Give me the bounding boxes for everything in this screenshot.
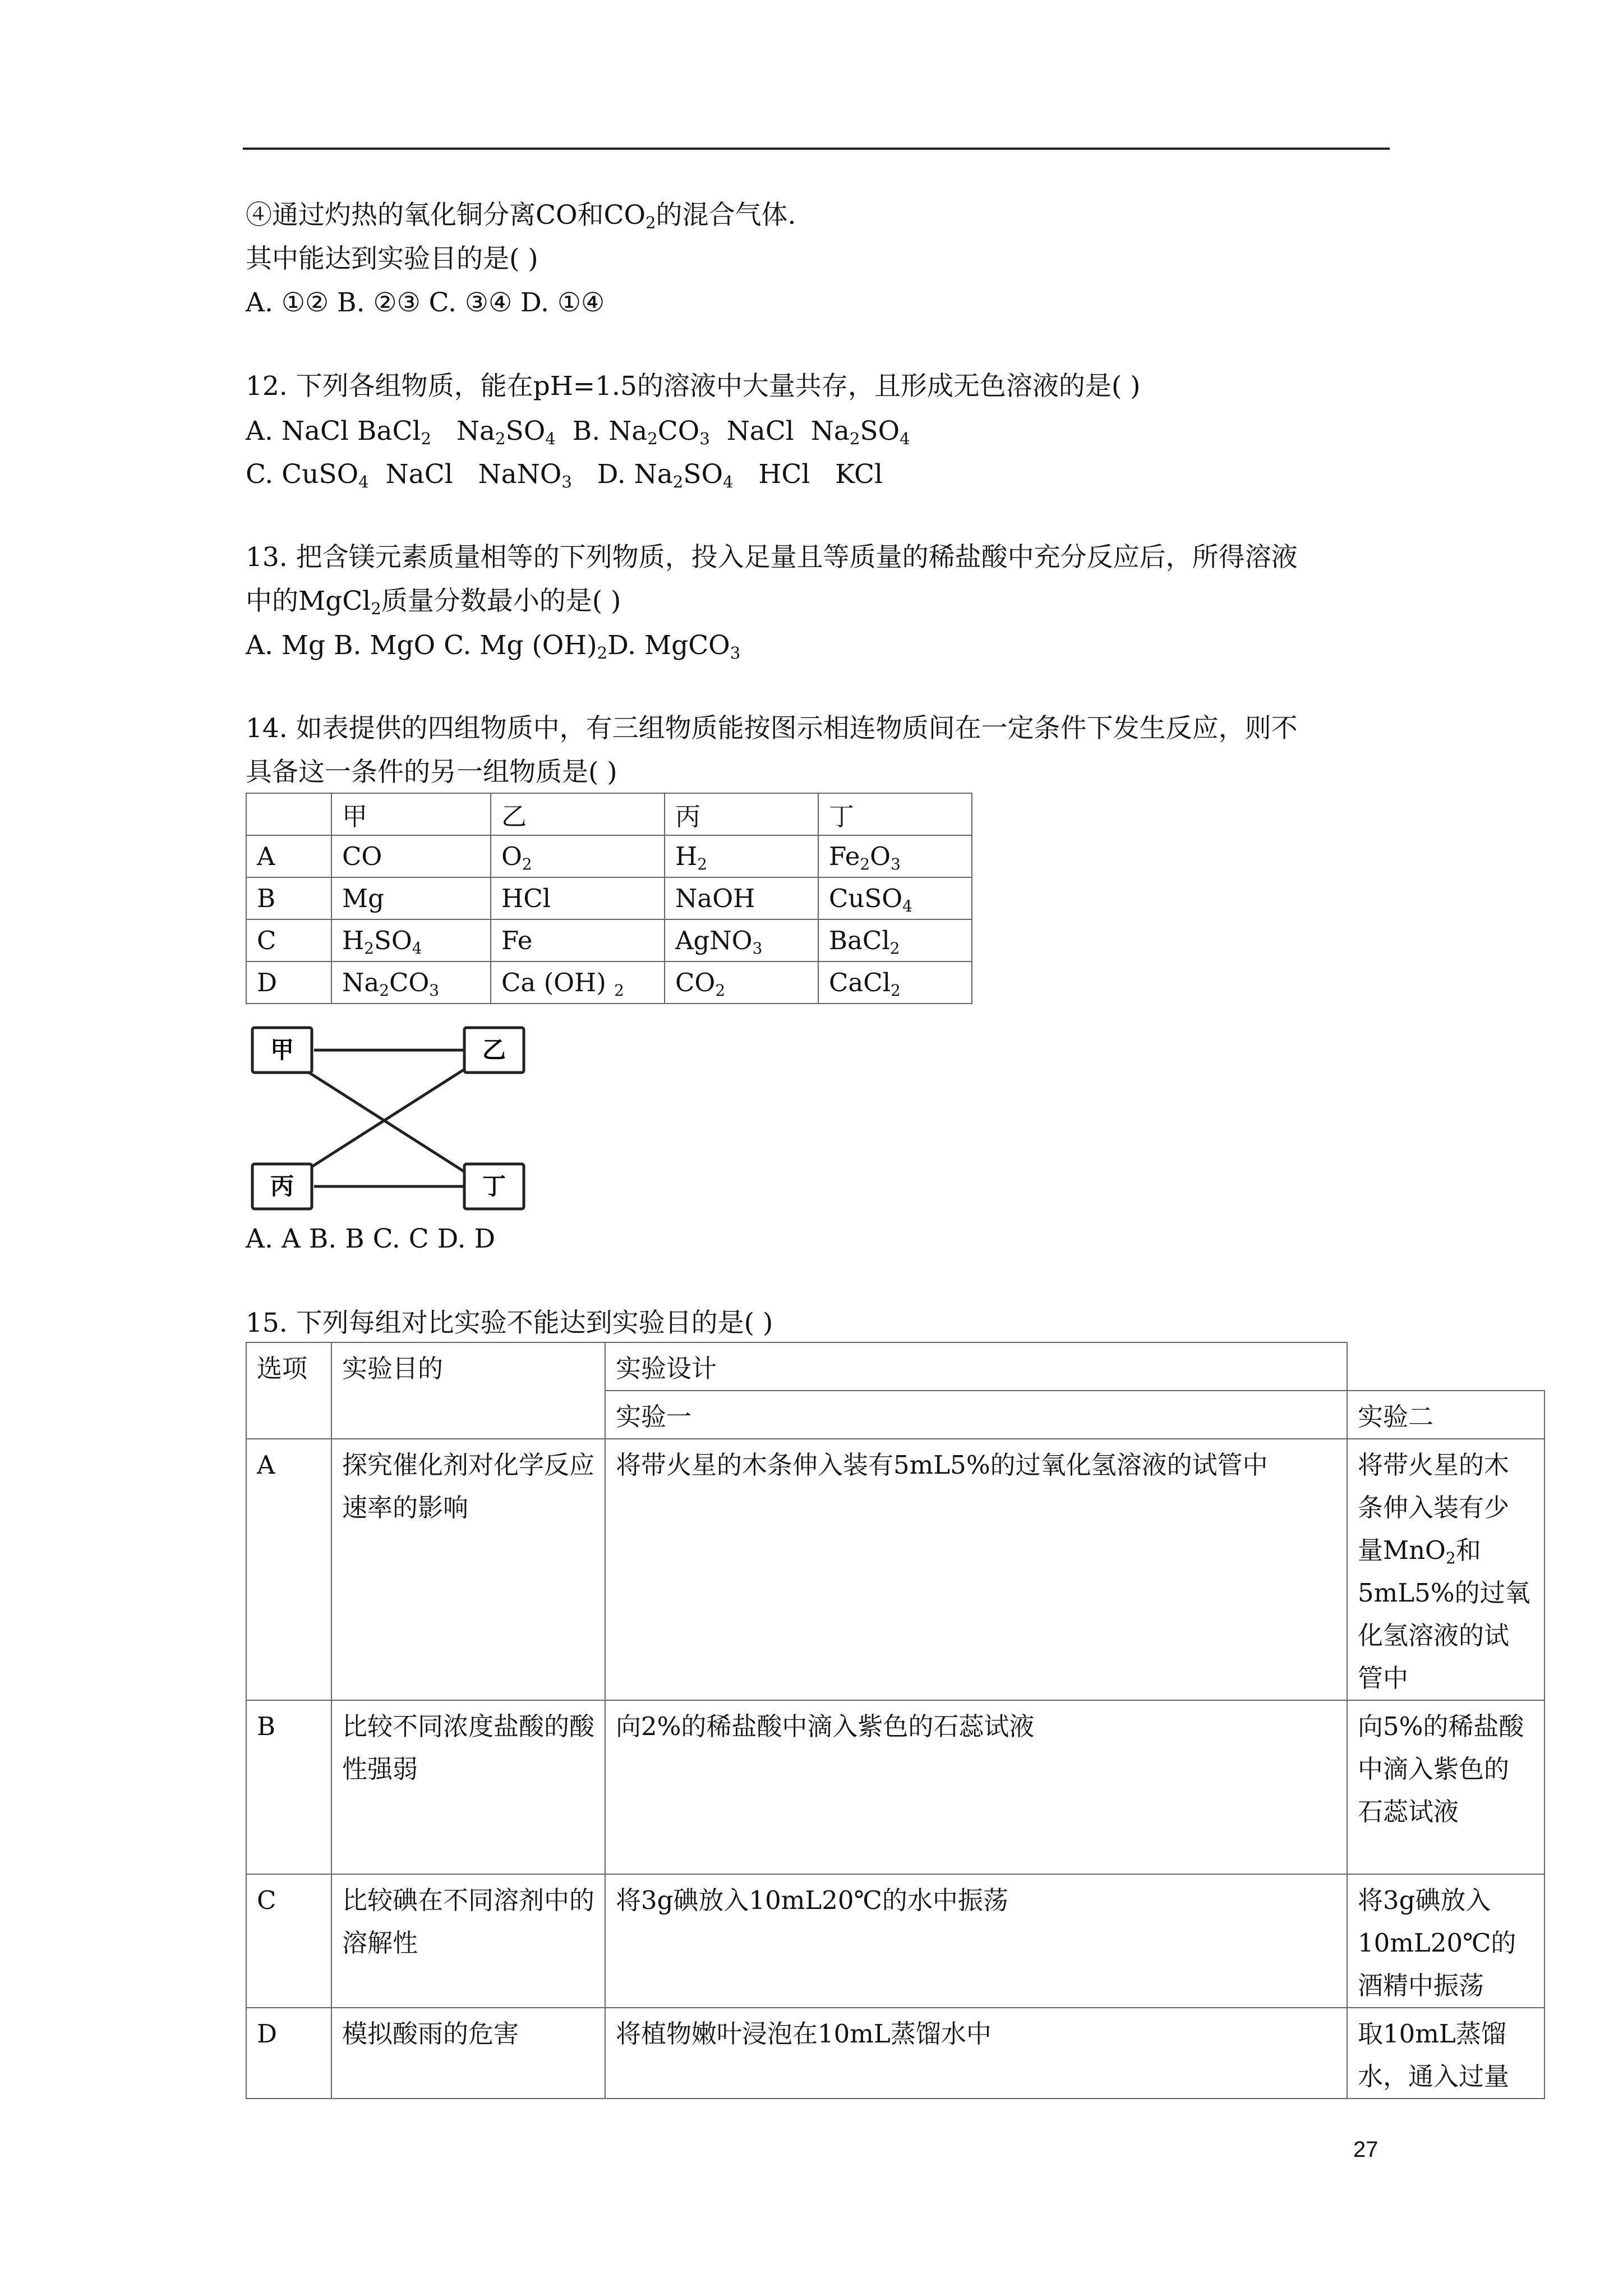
- cell-bing: $H_2$: [665, 835, 818, 877]
- table-row: [246, 2008, 1544, 2099]
- row-label: D: [246, 961, 331, 1004]
- table-row: [246, 877, 972, 919]
- q14-header-yi: 乙: [491, 793, 665, 835]
- cell-yi: Ca (OH) $_2$: [491, 961, 665, 1004]
- cell-jia: Mg: [331, 877, 491, 919]
- header-goal: 实验目的: [331, 1342, 605, 1439]
- row-exp1: 向2%的稀盐酸中滴入紫色的石蕊试液: [605, 1700, 1347, 1874]
- header-exp2: 实验二: [1347, 1391, 1544, 1439]
- cell-ding: CaCl$_2$: [818, 961, 972, 1004]
- cell-ding: $Fe_2O_3$: [818, 835, 972, 877]
- label-ding: 丁: [482, 1172, 506, 1200]
- row-label: D: [246, 2008, 331, 2099]
- row-exp1: 将带火星的木条伸入装有5mL5%的过氧化氢溶液的试管中: [605, 1439, 1347, 1700]
- q14-stem-line2: 具备这一条件的另一组物质是( ): [246, 757, 617, 788]
- cell-bing: NaOH: [665, 877, 818, 919]
- label-jia: 甲: [270, 1036, 294, 1064]
- q14-reaction-diagram: [241, 1021, 533, 1223]
- cell-jia: CO: [331, 835, 491, 877]
- row-label: C: [246, 919, 331, 961]
- q14-header-ding: 丁: [818, 793, 972, 835]
- row-exp2: 向5%的稀盐酸中滴入紫色的石蕊试液: [1347, 1700, 1544, 1874]
- header-exp1: 实验一: [605, 1391, 1347, 1439]
- cell-yi: HCl: [491, 877, 665, 919]
- row-goal: 探究催化剂对化学反应速率的影响: [331, 1439, 605, 1700]
- q14-table-header: [246, 793, 972, 835]
- table-row: [246, 1700, 1544, 1874]
- q15-table: [246, 1342, 1545, 2099]
- cell-yi: Fe: [491, 919, 665, 961]
- q14-header-cell: [246, 793, 331, 835]
- row-label: B: [246, 877, 331, 919]
- row-exp2: 取10mL蒸馏水，通入过量: [1347, 2008, 1544, 2099]
- header-rule: [243, 148, 1390, 150]
- page-number: 27: [1353, 2137, 1378, 2162]
- row-goal: 比较碘在不同溶剂中的溶解性: [331, 1874, 605, 2008]
- row-label: C: [246, 1874, 331, 2008]
- cell-bing: $CO_2$: [665, 961, 818, 1004]
- table-row: [246, 961, 972, 1004]
- cell-ding: BaCl$_2$: [818, 919, 972, 961]
- row-label: A: [246, 835, 331, 877]
- q11-prompt: 其中能达到实验目的是( ): [246, 243, 538, 274]
- cell-jia: $H_2SO_4$: [331, 919, 491, 961]
- row-label: A: [246, 1439, 331, 1700]
- row-exp2: 将带火星的木条伸入装有少量MnO$_2$和5mL5%的过氧化氢溶液的试管中: [1347, 1439, 1544, 1700]
- row-goal: 模拟酸雨的危害: [331, 2008, 605, 2099]
- row-exp1: 将植物嫩叶浸泡在10mL蒸馏水中: [605, 2008, 1347, 2099]
- q14-stem-line1: 14. 如表提供的四组物质中，有三组物质能按图示相连物质间在一定条件下发生反应，则不: [246, 713, 1298, 744]
- cell-jia: $Na_2CO_3$: [331, 961, 491, 1004]
- q12-stem: 12. 下列各组物质，能在pH=1.5的溶液中大量共存，且形成无色溶液的是( ): [246, 371, 1141, 402]
- q13-stem-line1: 13. 把含镁元素质量相等的下列物质，投入足量且等质量的稀盐酸中充分反应后，所得溶液: [246, 542, 1298, 573]
- row-goal: 比较不同浓度盐酸的酸性强弱: [331, 1700, 605, 1874]
- label-bing: 丙: [270, 1172, 294, 1200]
- table-row: [246, 919, 972, 961]
- cell-bing: AgNO$_3$: [665, 919, 818, 961]
- q14-table: [246, 793, 972, 1004]
- q11-options: A. ①② B. ②③ C. ③④ D. ①④: [246, 287, 605, 318]
- q14-options: A. A B. B C. C D. D: [246, 1223, 496, 1254]
- q13-stem-line2: 中的MgCl$_2$质量分数最小的是( ): [246, 586, 621, 619]
- q12-options-row2: C. CuSO$_4$ NaCl NaNO$_3$ D. $Na_2SO_4$ HCl KCl: [246, 459, 883, 492]
- table-row: [246, 835, 972, 877]
- row-label: B: [246, 1700, 331, 1874]
- cell-ding: CuSO$_4$: [818, 877, 972, 919]
- label-yi: 乙: [482, 1036, 506, 1064]
- q11-item4: ④通过灼热的氧化铜分离CO和$CO_2$的混合气体.: [246, 200, 796, 233]
- table-row: [246, 1439, 1544, 1700]
- header-blank: [1347, 1342, 1544, 1391]
- row-exp1: 将3g碘放入10mL20℃的水中振荡: [605, 1874, 1347, 2008]
- q13-options: A. Mg B. MgO C. Mg $(OH)_2D$. MgCO$_3$: [246, 630, 741, 663]
- q12-options-row1: A. NaCl BaCl$_2$ $Na_2SO_4$ B. $Na_2CO_3$ NaCl $Na_2SO_4$: [246, 416, 910, 449]
- q14-header-jia: 甲: [331, 793, 491, 835]
- q14-header-bing: 丙: [665, 793, 818, 835]
- header-option: 选项: [246, 1342, 331, 1439]
- row-exp2: 将3g碘放入10mL20℃的酒精中振荡: [1347, 1874, 1544, 2008]
- table-row: [246, 1874, 1544, 2008]
- header-design: 实验设计: [605, 1342, 1347, 1391]
- cell-yi: $O_2$: [491, 835, 665, 877]
- q15-header-row1: [246, 1342, 1544, 1391]
- q15-stem: 15. 下列每组对比实验不能达到实验目的是( ): [246, 1308, 773, 1338]
